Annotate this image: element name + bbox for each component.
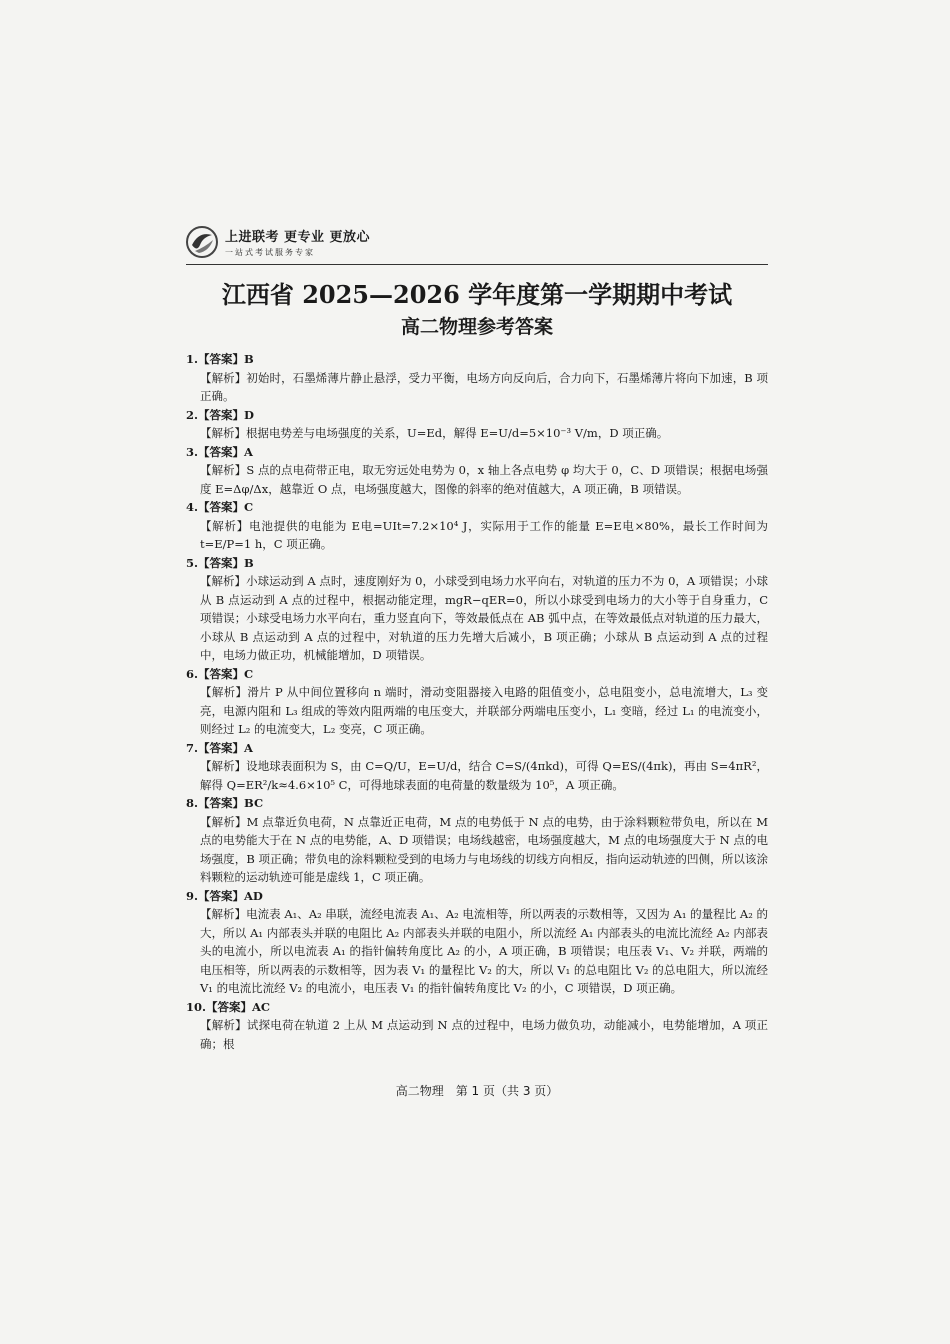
explanation-text: 【解析】设地球表面积为 S，由 C=Q/U，E=U/d，结合 C=S/(4πkd)，可得 Q=ES/(4πk)，再由 S=4πR²，解得 Q=ER²/k≈4.6×10⁵ C，可得地球表面的电荷量的数量级为 10⁵，A 项正确。 bbox=[200, 759, 768, 792]
explanation-text: 【解析】根据电势差与电场强度的关系，U=Ed，解得 E=U/d=5×10⁻³ V/m，D 项正确。 bbox=[200, 426, 669, 440]
explanation-text: 【解析】滑片 P 从中间位置移向 n 端时，滑动变阻器接入电路的阻值变小，总电阻变小，总电流增大，L₃ 变亮，电源内阻和 L₃ 组成的等效内阻两端的电压变大，并联部分两端电压变小，L₁ 变暗，经过 L₁ 的电流变小，则经过 L₂ 的电流变大，L₂ 变亮，C 项正确。 bbox=[200, 685, 768, 736]
answer-label: 2.【答案】D bbox=[186, 407, 254, 422]
question-item bbox=[186, 554, 768, 665]
answer-label: 9.【答案】AD bbox=[186, 888, 263, 903]
answer-label: 4.【答案】C bbox=[186, 500, 254, 514]
brand-subslogan: 一站式考试服务专家 bbox=[225, 248, 315, 257]
brand-header bbox=[185, 225, 370, 259]
question-item bbox=[186, 998, 768, 1054]
brand-logo-icon bbox=[185, 225, 219, 259]
exam-subtitle: 高二物理参考答案 bbox=[400, 316, 553, 338]
answer-label: 10.【答案】AC bbox=[186, 999, 271, 1014]
explanation-text: 【解析】电池提供的电能为 E电=UIt=7.2×10⁴ J，实际用于工作的能量 E=E电×80%，最长工作时间为 t=E/P=1 h，C 项正确。 bbox=[200, 518, 768, 551]
question-item bbox=[186, 794, 768, 887]
question-item bbox=[186, 443, 768, 499]
explanation-text: 【解析】初始时，石墨烯薄片静止悬浮，受力平衡，电场方向反向后，合力向下，石墨烯薄片将向下加速，B 项正确。 bbox=[200, 370, 768, 403]
brand-slogan: 上进联考 更专业 更放心 bbox=[225, 230, 371, 245]
explanation-text: 【解析】电流表 A₁、A₂ 串联，流经电流表 A₁、A₂ 电流相等，所以两表的示数相等，又因为 A₁ 的量程比 A₂ 的大，所以 A₁ 内部表头并联的电阻比 A₂ 内部表头并联的电阻小，所以流经 A₁ 内部表头的电流比流经 A₂ 内部表头的电流小，所以电流表 A₁ 的指针偏转角度比 A₂ 的小，A 项正确，B 项错误；电压表 V₁、V₂ 并联，两端的电压相等，所以两表的示数相等，因为表 V₁ 的量程比 V₂ 的大，所以 V₁ 的总电阻比 V₂ 的总电阻大，所以流经 V₁ 的电流比流经 V₂ 的电流小，电压表 V₁ 的指针偏转角度比 V₂ 的小，C 项错误，D 项正确。 bbox=[200, 907, 768, 995]
explanation-text: 【解析】S 点的点电荷带正电，取无穷远处电势为 0，x 轴上各点电势 φ 均大于 0，C、D 项错误；根据电场强度 E=Δφ/Δx，越靠近 O 点，电场强度越大，图像的斜率的绝对值越大，A 项正确，B 项错误。 bbox=[200, 463, 768, 496]
question-item bbox=[186, 665, 768, 739]
page-footer: 高二物理 第 1 页（共 3 页） bbox=[395, 1084, 559, 1098]
question-item bbox=[186, 406, 768, 443]
answer-label: 7.【答案】A bbox=[186, 740, 253, 755]
question-item bbox=[186, 887, 768, 998]
exam-title: 江西省 2025—2026 学年度第一学期期中考试 bbox=[221, 280, 733, 309]
answer-content bbox=[186, 350, 768, 1053]
answer-label: 6.【答案】C bbox=[186, 666, 254, 681]
header-divider bbox=[186, 264, 768, 265]
answer-label: 8.【答案】BC bbox=[186, 796, 264, 810]
answer-label: 5.【答案】B bbox=[186, 555, 254, 570]
question-item bbox=[186, 350, 768, 406]
explanation-text: 【解析】试探电荷在轨道 2 上从 M 点运动到 N 点的过程中，电场力做负功，动能减小，电势能增加，A 项正确；根 bbox=[200, 1018, 768, 1051]
explanation-text: 【解析】小球运动到 A 点时，速度刚好为 0，小球受到电场力水平向右，对轨道的压力不为 0，A 项错误；小球从 B 点运动到 A 点的过程中，根据动能定理，mgR−qER=0，所以小球受到电场力的大小等于自身重力，C 项错误；小球受电场力水平向右，重力竖直向下，等效最低点在 AB 弧中点，在等效最低点对轨道的压力最大，小球从 B 点运动到 A 点的过程中，对轨道的压力先增大后减小，B 项正确；小球从 B 点运动到 A 点的过程中，电场力做正功，机械能增加，D 项错误。 bbox=[200, 574, 768, 662]
answer-label: 1.【答案】B bbox=[186, 352, 254, 366]
answer-label: 3.【答案】A bbox=[186, 444, 253, 459]
question-item bbox=[186, 739, 768, 795]
explanation-text: 【解析】M 点靠近负电荷，N 点靠近正电荷，M 点的电势低于 N 点的电势，由于涂料颗粒带负电，所以在 M 点的电势能大于在 N 点的电势能，A、D 项错误；电场线越密，电场强度越大，M 点的电场强度大于 N 点的电场强度，B 项正确；带负电的涂料颗粒受到的电场力与电场线的切线方向相反，指向运动轨迹的凹侧，所以该涂料颗粒的运动轨迹可能是虚线 1，C 项正确。 bbox=[200, 814, 768, 884]
question-item bbox=[186, 498, 768, 554]
